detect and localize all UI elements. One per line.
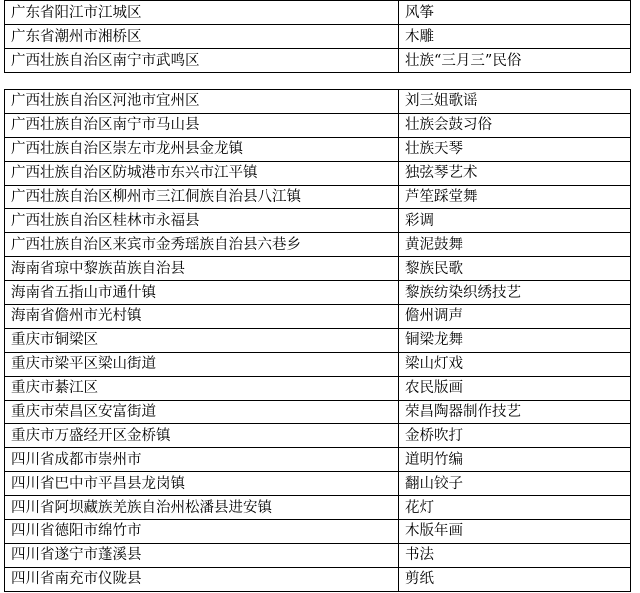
table-row <box>5 281 631 305</box>
table-row <box>5 472 631 496</box>
table-row <box>5 496 631 520</box>
region-cell: 四川省遂宁市蓬溪县 <box>5 543 399 567</box>
heritage-item-cell: 梁山灯戏 <box>399 352 631 376</box>
region-cell: 四川省德阳市绵竹市 <box>5 520 399 544</box>
region-cell: 重庆市綦江区 <box>5 376 399 400</box>
heritage-item-cell: 黎族民歌 <box>399 257 631 281</box>
heritage-item-cell: 木雕 <box>399 25 631 49</box>
heritage-item-cell: 铜梁龙舞 <box>399 328 631 352</box>
region-cell: 广西壮族自治区南宁市武鸣区 <box>5 49 399 73</box>
table-row <box>5 49 631 73</box>
heritage-table-top <box>4 0 631 73</box>
table-row <box>5 90 631 114</box>
table-row <box>5 185 631 209</box>
region-cell: 四川省阿坝藏族羌族自治州松潘县进安镇 <box>5 496 399 520</box>
table-row <box>5 448 631 472</box>
table-row <box>5 257 631 281</box>
region-cell: 四川省巴中市平昌县龙岗镇 <box>5 472 399 496</box>
region-cell: 重庆市铜梁区 <box>5 328 399 352</box>
heritage-item-cell: 黄泥鼓舞 <box>399 233 631 257</box>
region-cell: 广东省潮州市湘桥区 <box>5 25 399 49</box>
region-cell: 海南省儋州市光村镇 <box>5 305 399 329</box>
region-cell: 广东省阳江市江城区 <box>5 1 399 25</box>
table-row <box>5 305 631 329</box>
table-row <box>5 567 631 591</box>
heritage-table-bottom <box>4 89 631 592</box>
region-cell: 重庆市梁平区梁山街道 <box>5 352 399 376</box>
region-cell: 广西壮族自治区柳州市三江侗族自治县八江镇 <box>5 185 399 209</box>
region-cell: 广西壮族自治区桂林市永福县 <box>5 209 399 233</box>
heritage-item-cell: 风筝 <box>399 1 631 25</box>
heritage-item-cell: 壮族天琴 <box>399 137 631 161</box>
heritage-item-cell: 荣昌陶器制作技艺 <box>399 400 631 424</box>
heritage-item-cell: 道明竹编 <box>399 448 631 472</box>
table-row <box>5 400 631 424</box>
heritage-item-cell: 剪纸 <box>399 567 631 591</box>
region-cell: 广西壮族自治区崇左市龙州县金龙镇 <box>5 137 399 161</box>
table-row <box>5 328 631 352</box>
region-cell: 广西壮族自治区南宁市马山县 <box>5 113 399 137</box>
heritage-item-cell: 芦笙踩堂舞 <box>399 185 631 209</box>
region-cell: 海南省琼中黎族苗族自治县 <box>5 257 399 281</box>
heritage-item-cell: 独弦琴艺术 <box>399 161 631 185</box>
table-row <box>5 209 631 233</box>
region-cell: 重庆市荣昌区安富街道 <box>5 400 399 424</box>
region-cell: 海南省五指山市通什镇 <box>5 281 399 305</box>
table-row <box>5 161 631 185</box>
heritage-item-cell: 木版年画 <box>399 520 631 544</box>
table-row <box>5 1 631 25</box>
heritage-item-cell: 壮族“三月三”民俗 <box>399 49 631 73</box>
region-cell: 广西壮族自治区来宾市金秀瑶族自治县六巷乡 <box>5 233 399 257</box>
table-row <box>5 137 631 161</box>
heritage-item-cell: 壮族会鼓习俗 <box>399 113 631 137</box>
region-cell: 重庆市万盛经开区金桥镇 <box>5 424 399 448</box>
region-cell: 广西壮族自治区河池市宜州区 <box>5 90 399 114</box>
table-row <box>5 543 631 567</box>
heritage-item-cell: 书法 <box>399 543 631 567</box>
region-cell: 四川省南充市仪陇县 <box>5 567 399 591</box>
region-cell: 四川省成都市崇州市 <box>5 448 399 472</box>
heritage-item-cell: 黎族纺染织绣技艺 <box>399 281 631 305</box>
heritage-item-cell: 花灯 <box>399 496 631 520</box>
table-row <box>5 520 631 544</box>
table-row <box>5 376 631 400</box>
table-row <box>5 233 631 257</box>
heritage-item-cell: 儋州调声 <box>399 305 631 329</box>
table-row <box>5 424 631 448</box>
region-cell: 广西壮族自治区防城港市东兴市江平镇 <box>5 161 399 185</box>
table-body <box>5 1 631 73</box>
table-row <box>5 113 631 137</box>
table-row <box>5 25 631 49</box>
heritage-item-cell: 刘三姐歌谣 <box>399 90 631 114</box>
heritage-item-cell: 金桥吹打 <box>399 424 631 448</box>
heritage-item-cell: 翻山铰子 <box>399 472 631 496</box>
heritage-item-cell: 农民版画 <box>399 376 631 400</box>
table-body <box>5 90 631 592</box>
table-row <box>5 352 631 376</box>
heritage-item-cell: 彩调 <box>399 209 631 233</box>
